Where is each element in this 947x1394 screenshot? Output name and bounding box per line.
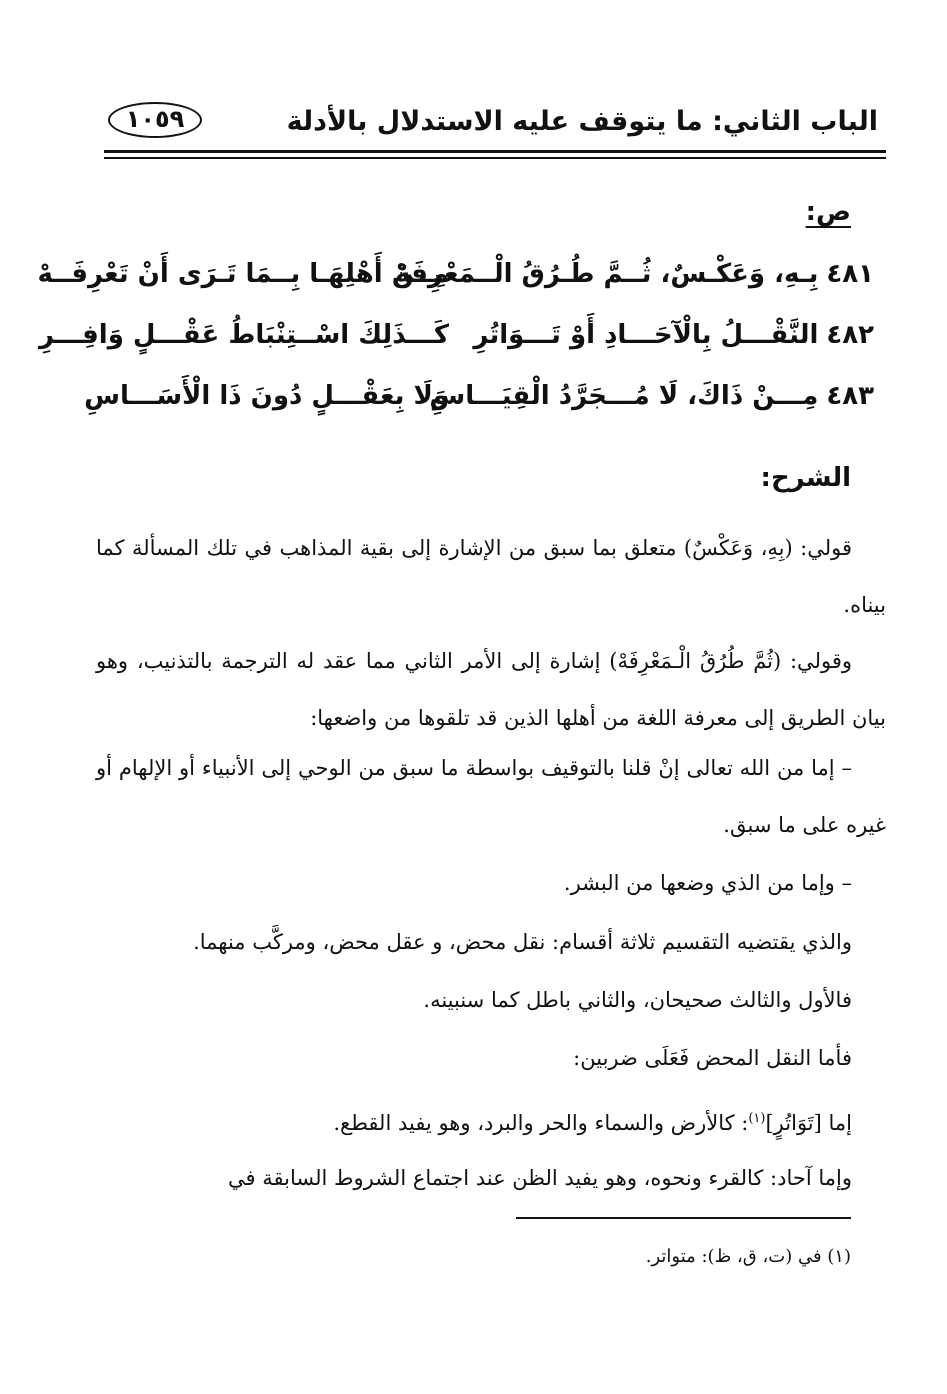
tawatur-text-rest: : كالأرض والسماء والحر والبرد، وهو يفيد القطع. <box>333 1111 749 1135</box>
verse-482 <box>38 320 874 370</box>
chapter-title: الباب الثاني: ما يتوقف عليه الاستدلال بالأدلة <box>286 106 878 137</box>
verse-second-hemistich: وَلَا بِعَقْـــلٍ دُونَ ذَا الْأَسَـــاسِ <box>84 381 449 411</box>
verse-text: مِـــنْ ذَاكَ، لَا مُـــجَرَّدُ الْقِيَـــاسِ <box>429 381 819 411</box>
verse-first-hemistich <box>395 259 874 289</box>
verse-second-hemistich: مِــنْ أَهْلِهَـا بِــمَا تَـرَى أَنْ تَعْرِفَــهْ <box>37 259 449 289</box>
footnote-rule <box>516 1217 851 1219</box>
verse-481 <box>37 259 874 309</box>
page-number: ١٠٥٩ <box>108 102 202 138</box>
verse-first-hemistich <box>473 320 874 350</box>
verse-text: النَّقْـــلُ بِالْآحَـــادِ أَوْ تَـــوَاتُرِ <box>473 320 819 350</box>
verse-483 <box>84 381 874 431</box>
verse-number: ٤٨٢ <box>826 320 874 350</box>
paragraph-taqsim: والذي يقتضيه التقسيم ثلاثة أقسام: نقل محض، و عقل محض، ومركَّب منهما. <box>193 930 852 954</box>
paragraph-wad-bashar: – وإما من الذي وضعها من البشر. <box>563 871 852 895</box>
verse-marker: ص: <box>805 197 851 227</box>
paragraph-sahih-batil: فالأول والثالث صحيحان، والثاني باطل كما سنبينه. <box>423 988 852 1012</box>
paragraph-turuq-al-marifa: وقولي: (ثُمَّ طُرُقُ الْـمَعْرِفَهْ) إشارة إلى الأمر الثاني مما عقد له الترجمة بالتذنيب، وهو بيان الطريق إلى معرفة اللغة من أهلها الذين قد تلقوها من واضعها: <box>96 649 886 730</box>
verse-second-hemistich: كَـــذَلِكَ اسْــتِنْبَاطُ عَقْـــلٍ وَافِـــرِ <box>38 320 449 350</box>
verse-text: بِـهِ، وَعَكْـسٌ، ثُــمَّ طُـرُقُ الْــمَعْرِفَهْ <box>395 259 819 289</box>
verse-first-hemistich <box>429 381 874 411</box>
footnote: (١) في (ت، ق، ظ): متواتر. <box>645 1246 851 1267</box>
verse-number: ٤٨١ <box>826 259 874 289</box>
tawatur-text: إما [تَوَاتُرٍ] <box>765 1111 852 1135</box>
paragraph-ahad: وإما آحاد: كالقرء ونحوه، وهو يفيد الظن عند اجتماع الشروط السابقة في <box>228 1166 852 1190</box>
header-rule-thick <box>104 150 886 153</box>
paragraph-tawqif: – إما من الله تعالى إنْ قلنا بالتوقيف بواسطة ما سبق من الوحي إلى الأنبياء أو الإلهام أو غيره على ما سبق. <box>96 756 886 837</box>
footnote-reference: (١) <box>748 1111 766 1126</box>
paragraph-naql-mahd: فأما النقل المحض فَعَلَى ضربين: <box>573 1046 852 1070</box>
paragraph-tawatur <box>96 1090 886 1152</box>
paragraph-qawli-bihi: قولي: (بِهِ، وَعَكْسٌ) متعلق بما سبق من الإشارة إلى بقية المذاهب في تلك المسألة كما بيناه. <box>96 536 886 617</box>
verse-number: ٤٨٣ <box>826 381 874 411</box>
page-header <box>108 98 878 148</box>
header-rule-thin <box>104 157 886 159</box>
commentary-heading: الشرح: <box>760 463 851 493</box>
